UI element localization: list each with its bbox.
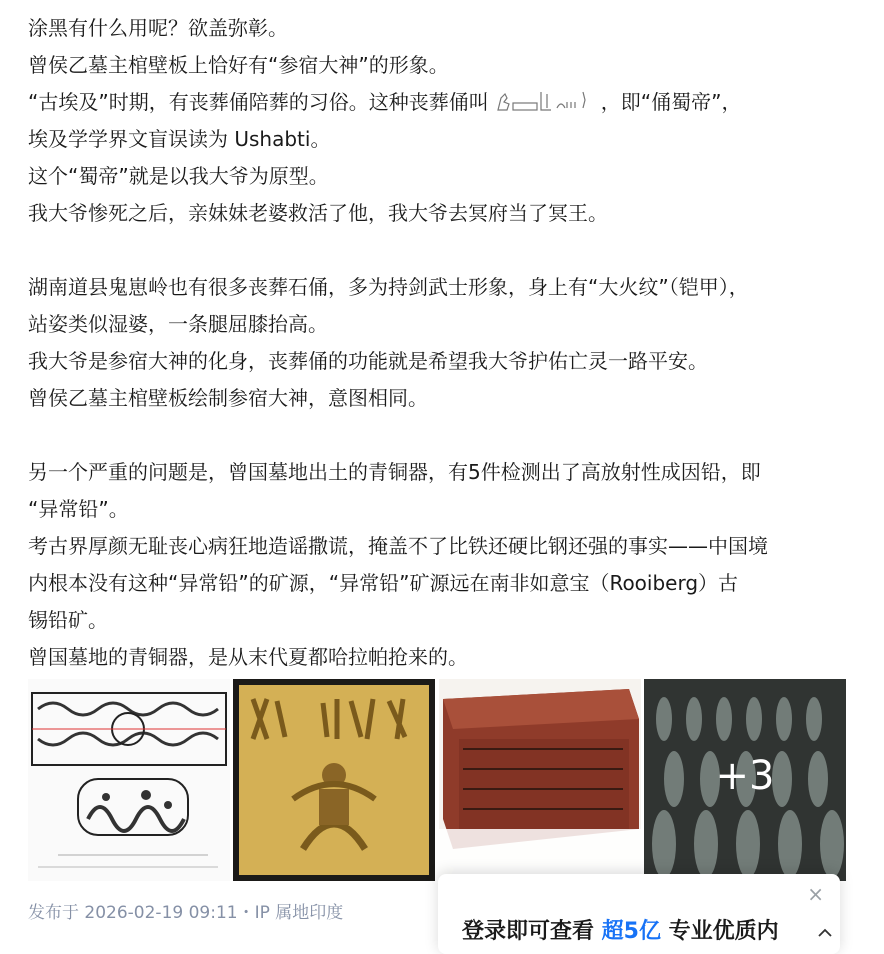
close-icon[interactable]: × xyxy=(807,882,824,906)
paragraph-line: 曾国墓地的青铜器，是从末代夏都哈拉帕抢来的。 xyxy=(28,645,468,669)
paragraph-line: 我大爷惨死之后，亲妹妹老婆救活了他，我大爷去冥府当了冥王。 xyxy=(28,201,608,225)
paragraph-line: 湖南道县鬼崽岭也有很多丧葬石俑，多为持剑武士形象，身上有“大火纹”（铠甲）， xyxy=(28,275,749,299)
paragraph-line: 这个“蜀帝”就是以我大爷为原型。 xyxy=(28,164,329,188)
article-body xyxy=(28,10,858,676)
paragraph-line: 涂黑有什么用呢？欲盖弥彰。 xyxy=(28,16,288,40)
login-prompt-text-after: 专业优质内 xyxy=(660,919,779,944)
paragraph-line-ushabti xyxy=(28,84,858,121)
chevron-up-icon[interactable] xyxy=(816,924,834,942)
login-prompt-highlight: 超5亿 xyxy=(601,919,661,944)
gallery-image-lacquer-coffin[interactable] xyxy=(439,679,641,881)
paragraph-gap xyxy=(28,417,858,454)
paragraph-line: 曾侯乙墓主棺壁板绘制参宿大神，意图相同。 xyxy=(28,386,428,410)
paragraph-line: 锡铅矿。 xyxy=(28,608,108,632)
publish-info: 发布于 2026-02-19 09:11・IP 属地印度 xyxy=(28,903,344,923)
ushabti-text-before: “古埃及”时期，有丧葬俑陪葬的习俗。这种丧葬俑叫 xyxy=(28,90,489,114)
login-prompt-text xyxy=(462,914,779,945)
gallery-image-indus-seal[interactable] xyxy=(233,679,435,881)
hieroglyph-image xyxy=(495,88,595,114)
paragraph-line: 内根本没有这种“异常铅”的矿源，“异常铅”矿源远在南非如意宝（Rooiberg）古 xyxy=(28,571,739,595)
paragraph-line: 曾侯乙墓主棺壁板上恰好有“参宿大神”的形象。 xyxy=(28,53,449,77)
paragraph-line: 我大爷是参宿大神的化身，丧葬俑的功能就是希望我大爷护佑亡灵一路平安。 xyxy=(28,349,708,373)
login-prompt-card[interactable] xyxy=(438,874,840,954)
gallery-image-coffin-panel-drawing[interactable] xyxy=(28,679,230,881)
paragraph-line: “异常铅”。 xyxy=(28,497,129,521)
paragraph-line: 站姿类似湿婆，一条腿屈膝抬高。 xyxy=(28,312,328,336)
paragraph-line: 考古界厚颜无耻丧心病狂地造谣撒谎，掩盖不了比铁还硬比钢还强的事实——中国境 xyxy=(28,534,768,558)
paragraph-gap xyxy=(28,232,858,269)
more-images-count: +3 xyxy=(715,753,775,799)
gallery-image-ushabti-figures[interactable] xyxy=(644,679,846,881)
paragraph-line: 另一个严重的问题是，曾国墓地出土的青铜器，有5件检测出了高放射性成因铅，即 xyxy=(28,460,761,484)
login-prompt-text-before: 登录即可查看 xyxy=(462,919,602,944)
paragraph-line: 埃及学学界文盲误读为 Ushabti。 xyxy=(28,127,331,151)
ushabti-text-after: ，即“俑蜀帝”， xyxy=(600,90,742,114)
